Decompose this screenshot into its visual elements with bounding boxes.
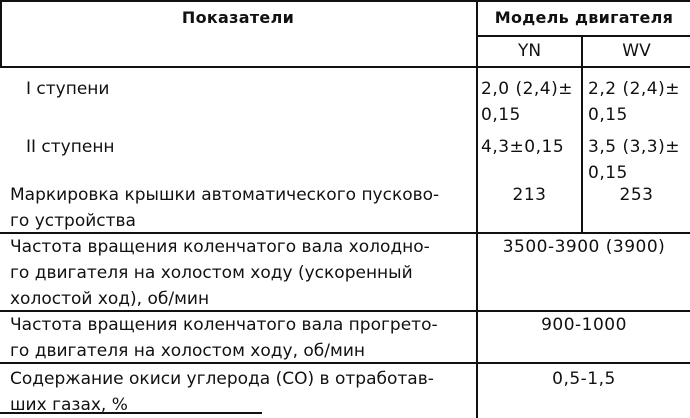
header-model-wv: WV bbox=[622, 41, 651, 61]
row-value-warm-idle-speed: 900-1000 bbox=[541, 315, 627, 335]
row-value-yn-stage-1: 2,0 (2,4)± 0,15 bbox=[481, 79, 573, 125]
row-value-yn-choke-marking: 213 bbox=[512, 185, 547, 205]
row-label-stage-2: II ступенн bbox=[26, 137, 115, 157]
subheader-rule bbox=[476, 35, 690, 37]
header-indicators: Показатели bbox=[181, 8, 295, 27]
row-value-cold-idle-speed: 3500-3900 (3900) bbox=[502, 237, 666, 257]
header-model-yn: YN bbox=[517, 41, 542, 61]
row-label-warm-idle-speed: Частота вращения коленчатого вала прогрето- го двигателя на холостом ходу, об/мин bbox=[10, 315, 438, 361]
row-label-co-content: Содержание окиси углерода (СО) в отработав- ших газах, % bbox=[10, 369, 434, 415]
header-bottom-rule bbox=[0, 66, 690, 68]
row-label-cold-idle-speed: Частота вращения коленчатого вала холодно- го двигателя на холостом ходу (ускоренный холостой ход), об/мин bbox=[10, 237, 430, 309]
row-label-stage-1: I ступени bbox=[26, 79, 110, 99]
row-value-wv-stage-2: 3,5 (3,3)± 0,15 bbox=[588, 137, 680, 183]
row-label-choke-marking: Маркировка крышки автоматического пусково- го устройства bbox=[10, 185, 440, 231]
row-value-wv-stage-1: 2,2 (2,4)± 0,15 bbox=[588, 79, 680, 125]
row-value-wv-choke-marking: 253 bbox=[619, 185, 654, 205]
table-top-border bbox=[0, 0, 690, 2]
row-value-co-content: 0,5-1,5 bbox=[552, 369, 616, 389]
header-engine-model: Модель двигателя bbox=[494, 8, 674, 27]
row-value-yn-stage-2: 4,3±0,15 bbox=[481, 137, 565, 157]
